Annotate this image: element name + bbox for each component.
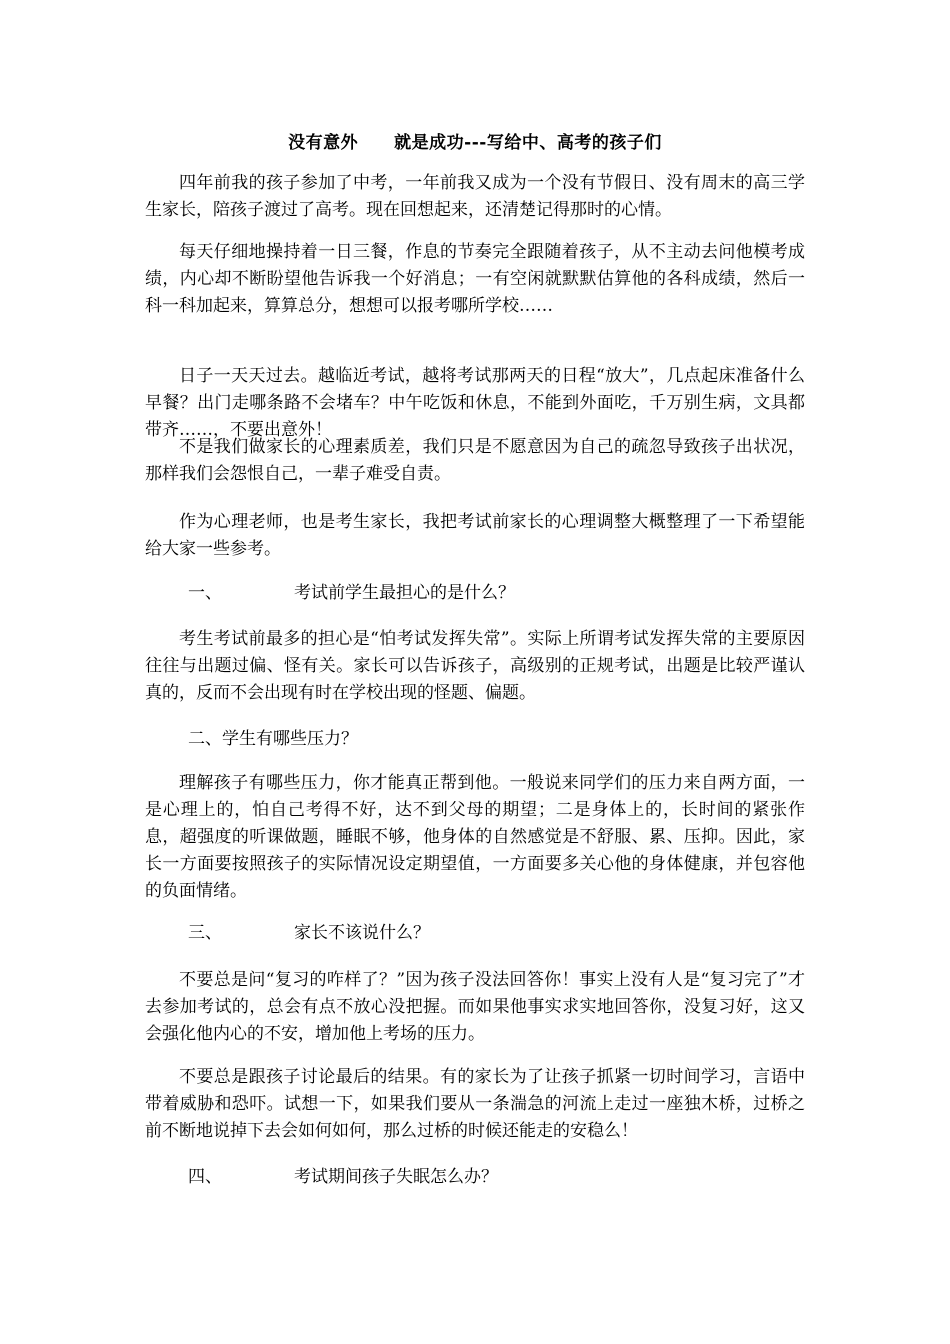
section-1-number: 一、 — [188, 583, 222, 603]
section-2-paragraph-1: 理解孩子有哪些压力，你才能真正帮到他。一般说来同学们的压力来自两方面，一是心理上的，怕自己考得不好，达不到父母的期望；二是身体上的，长时间的紧张作息，超强度的听课做题，睡眠不够，他身体的自然感觉是不舒服、累、压抑。因此，家长一方面要按照孩子的实际情况设定期望值，一方面要多关心他的身体健康，并包容他的负面情绪。 — [145, 773, 805, 901]
title-part-1: 没有意外 — [288, 133, 359, 153]
section-4-number: 四、 — [188, 1167, 222, 1187]
intro-paragraph-3: 日子一天天过去。越临近考试，越将考试那两天的日程“放大”，几点起床准备什么早餐？出门走哪条路不会堵车？中午吃饭和休息，不能到外面吃，千万别生病，文具都带齐……，不要出意外！ — [145, 366, 805, 440]
section-1-paragraph-1: 考生考试前最多的担心是“怕考试发挥失常”。实际上所谓考试发挥失常的主要原因往往与出题过偏、怪有关。家长可以告诉孩子，高级别的正规考试，出题是比较严谨认真的，反而不会出现有时在学校出现的怪题、偏题。 — [145, 629, 805, 703]
intro-paragraph-5: 作为心理老师，也是考生家长，我把考试前家长的心理调整大概整理了一下希望能给大家一些参考。 — [145, 512, 805, 559]
section-3-number: 三、 — [188, 923, 222, 943]
section-3-paragraph-1: 不要总是问“复习的咋样了？”因为孩子没法回答你！事实上没有人是“复习完了”才去参加考试的，总会有点不放心没把握。而如果他事实求实地回答你，没复习好，这又会强化他内心的不安，增加他上考场的压力。 — [145, 970, 805, 1044]
intro-paragraph-1: 四年前我的孩子参加了中考，一年前我又成为一个没有节假日、没有周末的高三学生家长，陪孩子渡过了高考。现在回想起来，还清楚记得那时的心情。 — [145, 173, 805, 220]
section-3-title: 家长不该说什么？ — [294, 923, 430, 943]
section-3-heading — [188, 920, 430, 947]
section-4-heading — [188, 1164, 498, 1191]
intro-paragraph-4: 不是我们做家长的心理素质差，我们只是不愿意因为自己的疏忽导致孩子出状况，那样我们会怨恨自己，一辈子难受自责。 — [145, 437, 805, 484]
section-1-heading — [188, 580, 515, 607]
title-part-2: 就是成功---写给中、高考的孩子们 — [394, 133, 662, 153]
document-title — [0, 128, 950, 153]
section-2-heading: 二、学生有哪些压力？ — [188, 729, 358, 749]
intro-paragraph-2: 每天仔细地操持着一日三餐，作息的节奏完全跟随着孩子，从不主动去问他模考成绩，内心却不断盼望他告诉我一个好消息；一有空闲就默默估算他的各科成绩，然后一科一科加起来，算算总分，想想可以报考哪所学校…… — [145, 242, 805, 316]
section-1-title: 考试前学生最担心的是什么？ — [294, 583, 515, 603]
section-4-title: 考试期间孩子失眠怎么办？ — [294, 1167, 498, 1187]
section-3-paragraph-2: 不要总是跟孩子讨论最后的结果。有的家长为了让孩子抓紧一切时间学习，言语中带着威胁和恐吓。试想一下，如果我们要从一条湍急的河流上走过一座独木桥，过桥之前不断地说掉下去会如何如何，那么过桥的时候还能走的安稳么！ — [145, 1067, 805, 1141]
